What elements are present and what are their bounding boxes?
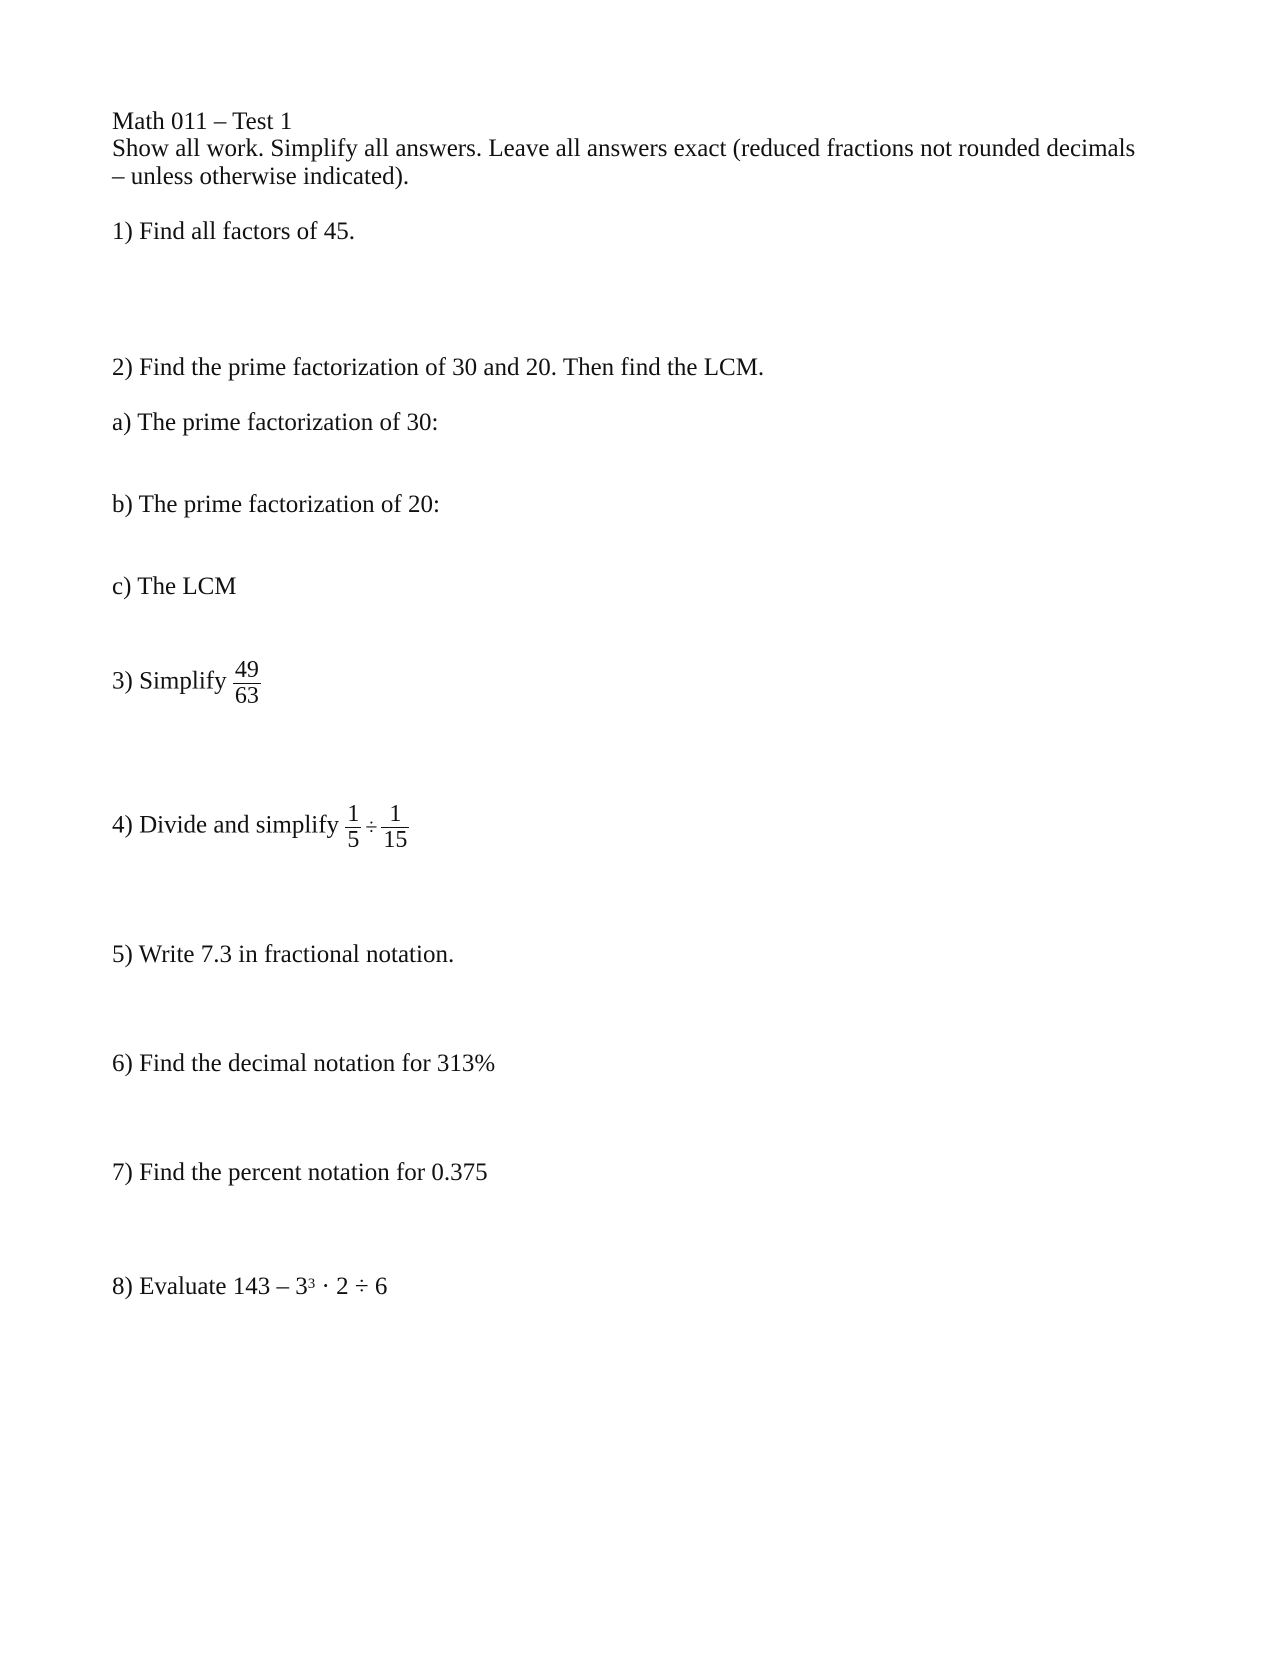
question-4 (112, 803, 409, 851)
question-2: 2) Find the prime factorization of 30 and 20. Then find the LCM. (112, 354, 765, 381)
fraction-numerator: 1 (347, 801, 360, 827)
fraction-numerator: 1 (389, 801, 402, 827)
instructions-line-2: – unless otherwise indicated). (112, 163, 410, 190)
question-7: 7) Find the percent notation for 0.375 (112, 1159, 488, 1186)
fraction-1-15 (381, 803, 409, 851)
fraction-denominator: 5 (347, 827, 360, 853)
question-3 (112, 659, 261, 707)
fraction-49-63 (233, 659, 261, 707)
question-6: 6) Find the decimal notation for 313% (112, 1050, 496, 1077)
question-8 (112, 1273, 387, 1304)
question-8-prefix: 8) Evaluate 143 – 3 (112, 1273, 308, 1300)
fraction-numerator: 49 (234, 657, 259, 683)
fraction-denominator: 15 (383, 827, 408, 853)
question-1: 1) Find all factors of 45. (112, 218, 356, 245)
question-2c: c) The LCM (112, 573, 237, 600)
question-2b: b) The prime factorization of 20: (112, 491, 440, 518)
divide-operator: ÷ (365, 814, 378, 839)
question-5: 5) Write 7.3 in fractional notation. (112, 941, 455, 968)
exponent: 3 (307, 1276, 316, 1292)
question-3-prefix: 3) Simplify (112, 667, 227, 695)
test-title: Math 011 – Test 1 (112, 108, 293, 135)
question-4-prefix: 4) Divide and simplify (112, 811, 340, 839)
question-8-suffix: · 2 ÷ 6 (315, 1273, 388, 1300)
fraction-denominator: 63 (234, 683, 259, 709)
instructions-line-1: Show all work. Simplify all answers. Leave all answers exact (reduced fractions not rounded decimals (112, 135, 1136, 162)
fraction-1-5 (345, 803, 361, 851)
question-2a: a) The prime factorization of 30: (112, 409, 439, 436)
